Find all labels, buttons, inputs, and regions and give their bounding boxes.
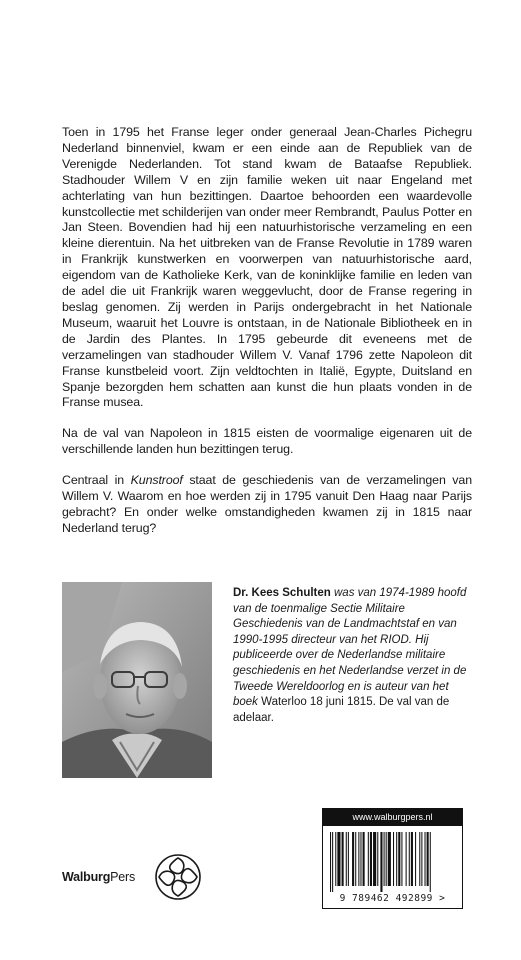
barcode-bar [355,832,356,886]
barcode-bar [409,832,410,886]
barcode-bar [425,832,426,886]
publisher-name [62,870,135,884]
barcode-bar [380,832,382,892]
isbn-number [323,893,462,904]
barcode-bar [373,832,376,886]
blurb-text [62,125,472,552]
barcode-panel [322,808,463,909]
barcode-bar [358,832,359,886]
author-photo [62,582,212,778]
barcode-bar [415,832,416,886]
barcode-bar [332,832,333,892]
author-portrait-image [62,582,212,778]
barcode-bar [386,832,387,886]
barcode-arrow: > [439,893,446,904]
blurb-paragraph-1: Toen in 1795 het Franse leger onder generaal Jean-Charles Pichegru Nederland binnenviel, kwam er een einde aan de Republiek van de Verenigde Nederlanden. Tot stand kwam de Bataafse Republiek. Stadhouder Willem V en zijn familie weken uit naar Engeland met achterlating van hun bezittingen. Daartoe behoorden een waardevolle kunstcollectie met schilderijen van onder meer Rembrandt, Paulus Potter en Jan Steen. Bovendien had hij een natuurhistorische verzameling en een kleine dierentuin. Na het uitbreken van de Franse Revolutie in 1789 waren in Frankrijk kunstwerken en voorwerpen van natuurhistorische aard, eigendom van de Katholieke Kerk, van de koninklijke familie en leden van de adel die uit Frankrijk waren weggevlucht, door de Franse regering in beslag genomen. Zij werden in Parijs ondergebracht in het Nationale Museum, waaruit het Louvre is ontstaan, in de Nationale Bibliotheek en in de Jardin des Plantes. In 1795 gebeurde dit eveneens met de verzamelingen van stadhouder Willem V. Vanaf 1796 zette Napoleon dit Franse kunstbeleid voort. Zijn veldtochten in Italië, Egypte, Duitsland en Spanje bezorgden hem schatten aan kunst die hun plaats vonden in de Franse musea. [62,125,472,410]
barcode-bar [352,832,354,886]
barcode-bar [360,832,361,886]
barcode-bar [401,832,402,886]
barcode-bar [430,832,431,892]
barcode-bar [370,832,372,886]
barcode-bar [393,832,394,886]
barcode-bar [421,832,422,886]
barcode-bar [398,832,400,886]
barcode-bar [342,832,344,886]
barcode-bar [377,832,378,886]
barcode-bar [406,832,407,886]
author-bio-text: was van 1974-1989 hoofd van de toenmalige Sectie Militaire Geschiedenis van de Landmachtstaf en van 1990-1995 directeur van het RIOD. Hij publiceerde over de Nederlandse militaire geschiedenis en het Nederlandse verzet in de Tweede Wereldoorlog en is auteur van het boek [233,587,467,709]
barcode-bar [411,832,413,886]
publisher-url: www.walburgpers.nl [323,809,462,826]
blurb-paragraph-3 [62,473,472,537]
publisher-name-light: Pers [110,870,136,884]
publisher-name-bold: Walburg [62,870,111,884]
book-title-kunstroof: Kunstroof [130,473,183,488]
blurb-paragraph-2: Na de val van Napoleon in 1815 eisten de voormalige eigenaren uit de verschillende landen hun bezittingen terug. [62,426,472,457]
author-book-title: Waterloo 18 juni 1815. De val van de adelaar. [233,696,450,724]
barcode-bar [337,832,340,886]
blurb-p3-before: Centraal in [62,473,131,488]
barcode-bar [363,832,365,886]
barcode-bar [330,832,331,892]
author-name: Dr. Kees Schulten [233,587,331,599]
barcode-bar [427,832,429,886]
barcode-bar [335,832,336,886]
blurb-p3-after: staat de geschiedenis van de verzamelingen van Willem V. Waarom en hoe werden zij in 1795 vanuit Den Haag naar Parijs gebracht? En onder welke omstandigheden kwamen zij in 1815 naar Nederland terug? [62,473,472,535]
barcode-bar [346,832,347,886]
barcode-bar [384,832,385,886]
barcode-bar [348,832,349,886]
barcode-bar [419,832,420,886]
barcode-bar [388,832,391,886]
barcode-bar [396,832,397,886]
isbn-digits: 9 789462 492899 [339,893,433,904]
publisher-logo-icon [153,852,203,902]
author-bio [233,586,467,726]
barcode-image [330,832,456,892]
barcode-bar [368,832,369,886]
